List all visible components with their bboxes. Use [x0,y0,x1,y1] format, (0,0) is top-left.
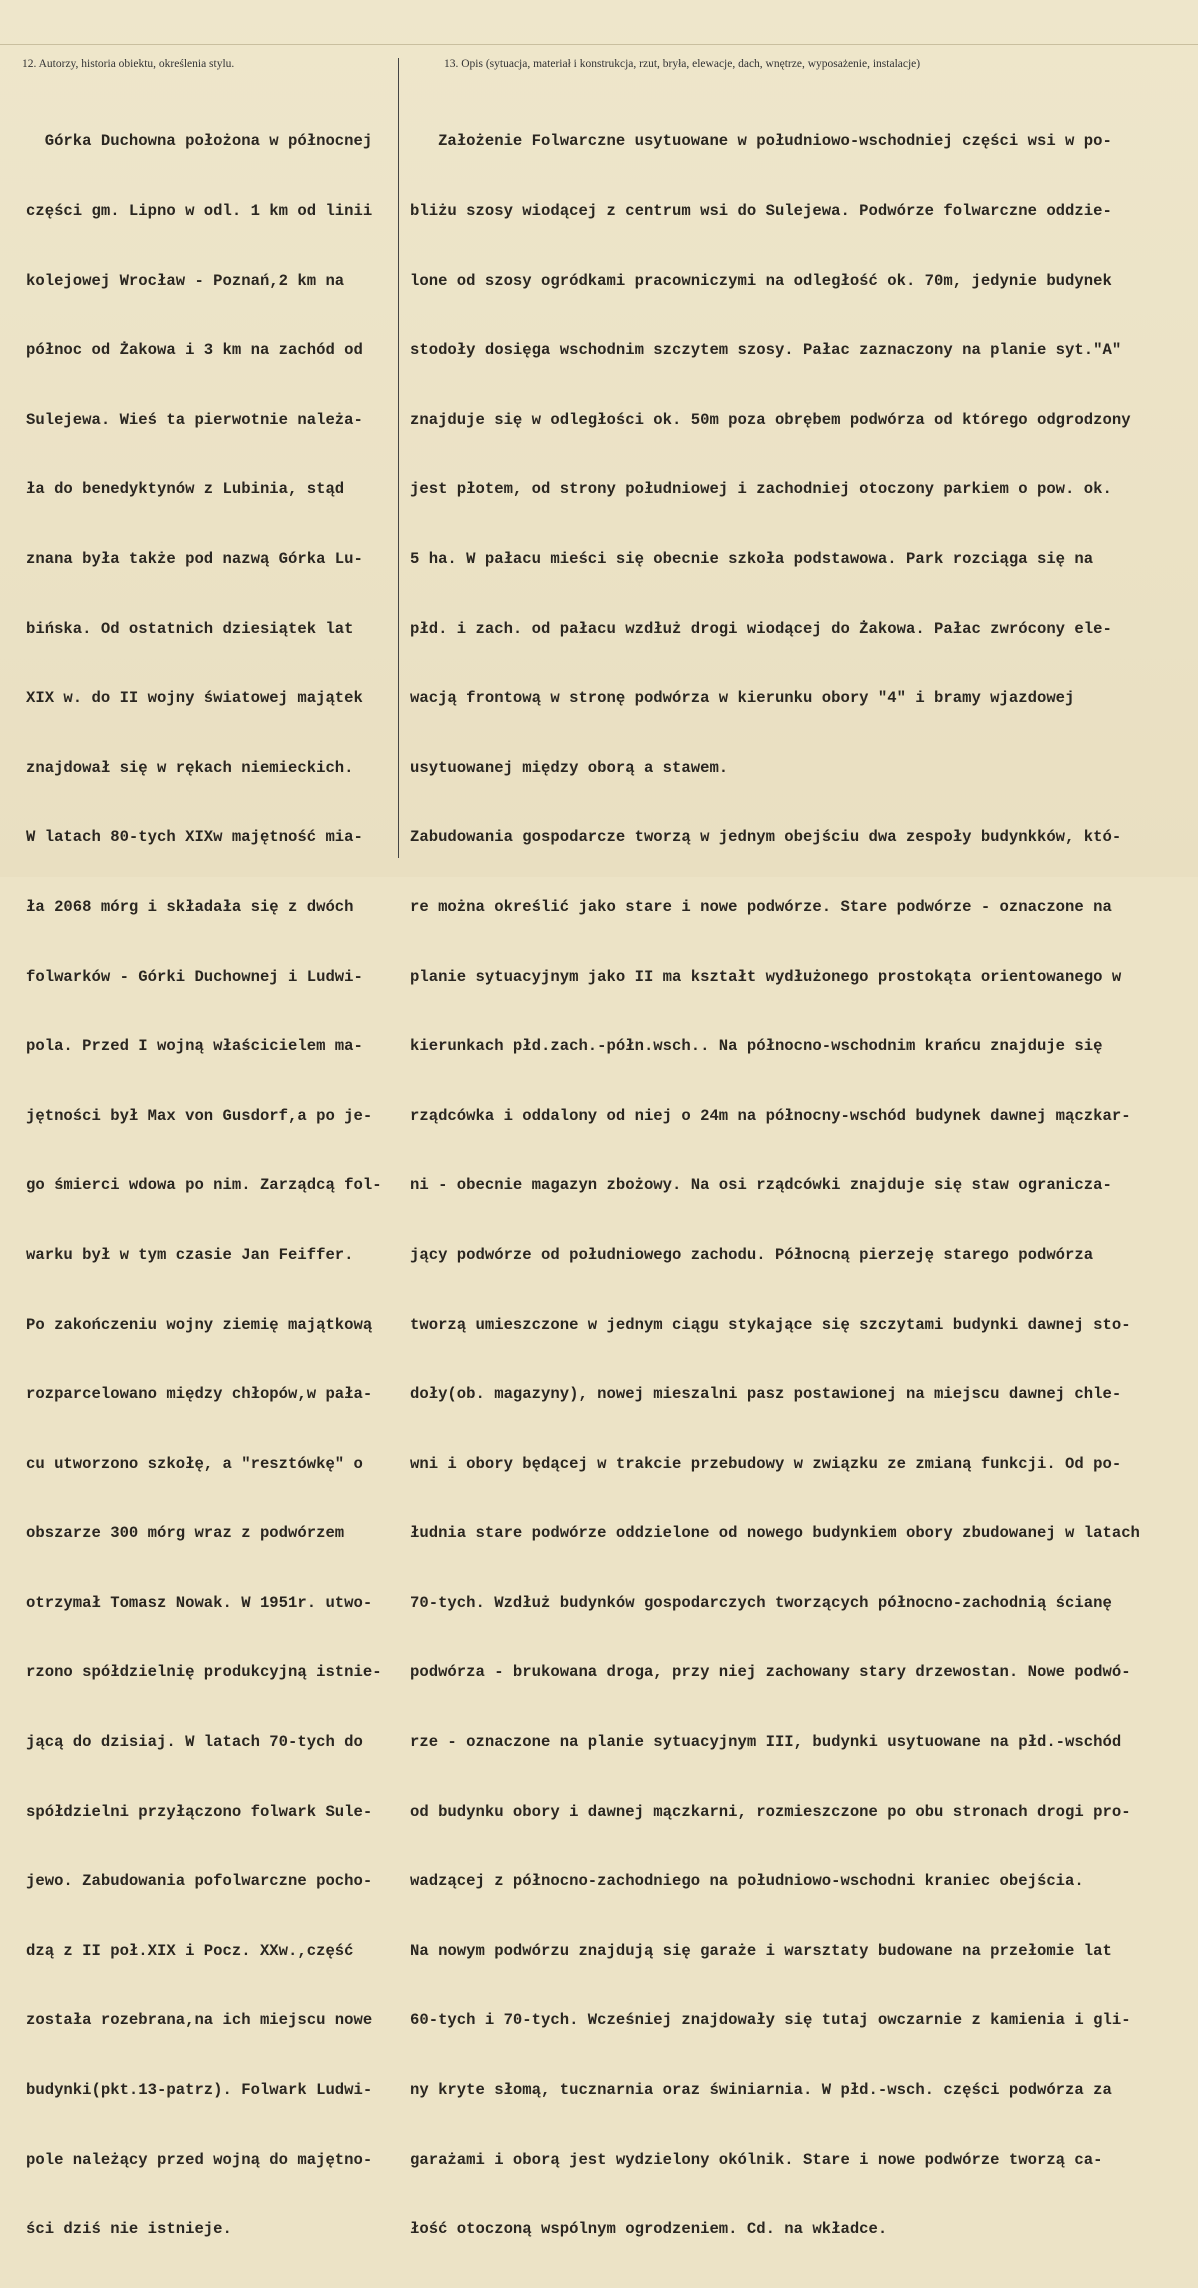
text-line: Po zakończeniu wojny ziemię majątkową [26,1315,373,1334]
description-text-column [410,84,1196,2288]
text-line: znajdował się w rękach niemieckich. [26,758,354,777]
text-line: planie sytuacyjnym jako II ma kształt wydłużonego prostokąta orientowanego w [410,967,1122,986]
text-line: jest płotem, od strony południowej i zachodniej otoczony parkiem o pow. ok. [410,480,1112,499]
text-line: otrzymał Tomasz Nowak. W 1951r. utwo- [26,1593,373,1612]
text-line: łość otoczoną wspólnym ogrodzeniem. Cd. na wkładce. [410,2220,888,2239]
text-line: dzą z II poł.XIX i Pocz. XXw.,część [26,1941,354,1960]
text-line: tworzą umieszczone w jednym ciągu stykające się szczytami budynki dawnej sto- [410,1315,1131,1334]
text-line: wni i obory będącej w trakcie przebudowy w związku ze zmianą funkcji. Od po- [410,1454,1122,1473]
text-line: 70-tych. Wzdłuż budynków gospodarczych tworzących północno-zachodnią ścianę [410,1593,1112,1612]
text-line: podwórza - brukowana droga, przy niej zachowany stary drzewostan. Nowe podwó- [410,1663,1131,1682]
text-line: jącą do dzisiaj. W latach 70-tych do [26,1733,363,1752]
column-divider [398,58,399,858]
text-line: znajduje się w odległości ok. 50m poza obrębem podwórza od którego odgrodzony [410,410,1131,429]
text-line: re można określić jako stare i nowe podwórze. Stare podwórze - oznaczone na [410,897,1112,916]
text-line: 60-tych i 70-tych. Wcześniej znajdowały się tutaj owczarnie z kamienia i gli- [410,2011,1131,2030]
text-line: ła do benedyktynów z Lubinia, stąd [26,480,345,499]
text-line: garażami i oborą jest wydzielony okólnik. Stare i nowe podwórze tworzą ca- [410,2150,1103,2169]
text-line: stodoły dosięga wschodnim szczytem szosy. Pałac zaznaczony na planie syt."A" [410,341,1122,360]
text-line: Górka Duchowna położona w północnej [26,132,373,151]
text-line: wacją frontową w stronę podwórza w kierunku obory "4" i bramy wjazdowej [410,689,1075,708]
text-line: została rozebrana,na ich miejscu nowe [26,2011,373,2030]
text-line: od budynku obory i dawnej mączkarni, rozmieszczone po obu stronach drogi pro- [410,1802,1131,1821]
text-line: rze - oznaczone na planie sytuacyjnym III, budynki usytuowane na płd.-wschód [410,1733,1122,1752]
text-line: Założenie Folwarczne usytuowane w południowo-wschodniej części wsi w po- [410,132,1112,151]
section-12-header: 12. Autorzy, historia obiektu, określenia stylu. [22,58,235,70]
text-line: rządcówka i oddalony od niej o 24m na północny-wschód budynek dawnej mączkar- [410,1106,1131,1125]
text-line: ni - obecnie magazyn zbożowy. Na osi rządcówki znajduje się staw ogranicza- [410,1176,1112,1195]
text-line: płd. i zach. od pałacu wzdłuż drogi wiodącej do Żakowa. Pałac zwrócony ele- [410,619,1112,638]
text-line: północ od Żakowa i 3 km na zachód od [26,341,363,360]
text-line: jący podwórze od południowego zachodu. Północną pierzeję starego podwórza [410,1245,1094,1264]
text-line: znana była także pod nazwą Górka Lu- [26,549,363,568]
text-line: Na nowym podwórzu znajdują się garaże i warsztaty budowane na przełomie lat [410,1941,1112,1960]
text-line: warku był w tym czasie Jan Feiffer. [26,1245,354,1264]
text-line: pola. Przed I wojną właścicielem ma- [26,1037,363,1056]
text-line: bińska. Od ostatnich dziesiątek lat [26,619,354,638]
text-line: usytuowanej między oborą a stawem. [410,758,729,777]
text-line: lone od szosy ogródkami pracowniczymi na odległość ok. 70m, jedynie budynek [410,271,1112,290]
text-line: obszarze 300 mórg wraz z podwórzem [26,1524,345,1543]
text-line: cu utworzono szkołę, a "resztówkę" o [26,1454,363,1473]
text-line: W latach 80-tych XIXw majętność mia- [26,828,363,847]
text-line: pole należący przed wojną do majętno- [26,2150,373,2169]
text-line: XIX w. do II wojny światowej majątek [26,689,363,708]
text-line: 5 ha. W pałacu mieści się obecnie szkoła podstawowa. Park rozciąga się na [410,549,1094,568]
text-line: rzono spółdzielnię produkcyjną istnie- [26,1663,382,1682]
section-13-header: 13. Opis (sytuacja, materiał i konstrukcja, rzut, bryła, elewacje, dach, wnętrze, wyposażenie, instalacje) [444,58,921,70]
top-rule [0,44,1198,45]
text-line: bliżu szosy wiodącej z centrum wsi do Sulejewa. Podwórze folwarczne oddzie- [410,202,1112,220]
text-line: go śmierci wdowa po nim. Zarządcą fol- [26,1176,382,1195]
text-line: folwarków - Górki Duchownej i Ludwi- [26,967,363,986]
text-line: ści dziś nie istnieje. [26,2220,232,2239]
text-line: budynki(pkt.13-patrz). Folwark Ludwi- [26,2081,373,2100]
text-line: spółdzielni przyłączono folwark Sule- [26,1802,373,1821]
text-line: wadzącej z północno-zachodniego na południowo-wschodni kraniec obejścia. [410,1872,1084,1891]
text-line: ła 2068 mórg i składała się z dwóch [26,897,354,916]
text-line: ny kryte słomą, tucznarnia oraz świniarnia. W płd.-wsch. części podwórza za [410,2081,1112,2100]
text-line: jętności był Max von Gusdorf,a po je- [26,1106,373,1125]
text-line: doły(ob. magazyny), nowej mieszalni pasz postawionej na miejscu dawnej chle- [410,1385,1122,1404]
text-line: rozparcelowano między chłopów,w pała- [26,1385,373,1404]
text-line: Zabudowania gospodarcze tworzą w jednym obejściu dwa zespoły budynkków, któ- [410,828,1122,847]
text-line: łudnia stare podwórze oddzielone od nowego budynkiem obory zbudowanej w latach [410,1524,1140,1543]
text-line: kolejowej Wrocław - Poznań,2 km na [26,271,345,290]
text-line: Sulejewa. Wieś ta pierwotnie należa- [26,410,363,429]
text-line: części gm. Lipno w odl. 1 km od linii [26,202,373,220]
text-line: kierunkach płd.zach.-półn.wsch.. Na północno-wschodnim krańcu znajduje się [410,1037,1103,1056]
history-text-column [26,84,398,2288]
text-line: jewo. Zabudowania pofolwarczne pocho- [26,1872,373,1891]
